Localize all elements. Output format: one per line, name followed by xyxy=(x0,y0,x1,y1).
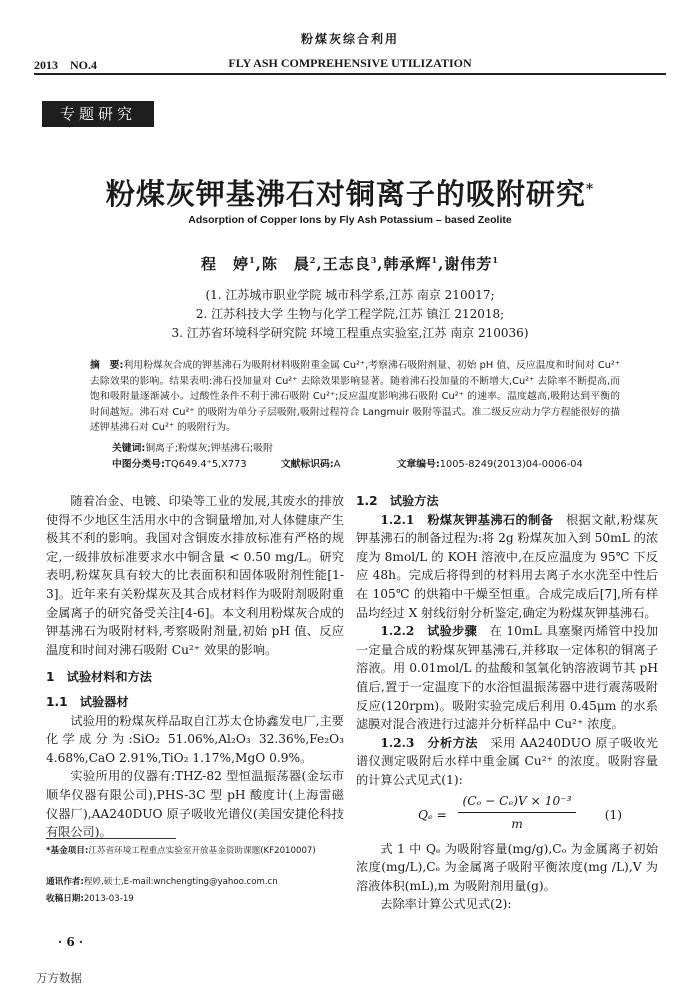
abstract-label: 摘 要: xyxy=(90,360,124,371)
formula-explanation: 式 1 中 Qₑ 为吸附容量(mg/g),Cₒ 为金属离子初始浓度(mg/L),Cₑ 为金属离子吸附平衡浓度(mg /L),V 为溶液体积(mL),m 为吸附剂用量(g)。 xyxy=(356,841,658,893)
fund-text: 江苏省环境工程重点实验室开放基金资助课题(KF2010007) xyxy=(88,846,316,856)
issue-number: 2013 NO.4 xyxy=(34,58,98,72)
paper-title-en: Adsorption of Copper Ions by Fly Ash Potassium – based Zeolite xyxy=(188,214,512,226)
author-affil-mark: 1 xyxy=(249,255,256,265)
equation-fraction xyxy=(458,792,576,834)
steps-text: 在 10mL 具塞聚丙烯管中投加一定量合成的粉煤灰钾基沸石,并移取一定体积的铜离子溶液。用 0.01mol/L 的盐酸和氢氧化钠溶液调节其 pH 值后,置于一定温度下的水浴恒温振荡器中进行震荡吸附反应(120rpm)。吸附实验完成后利用 0.45μm 的水系滤膜对混合液进行过滤并分析样品中 Cu²⁺ 浓度。 xyxy=(356,624,659,732)
footnote-rule xyxy=(46,838,176,839)
equation-lhs: Qₑ = xyxy=(418,807,447,822)
clc-value: TQ649.4⁺5,X773 xyxy=(164,459,247,470)
paper-title xyxy=(0,172,700,213)
preparation-text: 根据文献,粉煤灰钾基沸石的制备过程为:将 2g 粉煤灰加入到 50mL 的浓度为 8mol/L 的 KOH 溶液中,在反应温度为 95℃ 下反应 48h。完成后将得到的材料用去离子水水洗至中性后在 105℃ 的烘箱中干燥至恒重。合成完成后[7],所有样品均经过 X 射线衍射分析鉴定,确定为粉煤灰钾基沸石。 xyxy=(356,512,659,620)
footnote-date xyxy=(46,893,346,906)
subsection-heading: 1.2 试验方法 xyxy=(356,494,439,508)
author-affil-mark: 3 xyxy=(370,255,378,265)
author-name: 韩承辉 xyxy=(383,255,432,273)
analysis-text: 采用 AA240DUO 原子吸收光谱仪测定吸附后水样中重金属 Cu²⁺ 的浓度。吸附容量的计算公式见式(1): xyxy=(356,735,658,787)
equation-number: (1) xyxy=(604,807,622,822)
equation-numerator: (Cₒ − Cₑ)V × 10⁻³ xyxy=(458,792,576,814)
preparation-paragraph xyxy=(356,511,658,623)
doc-code-value: A xyxy=(333,459,341,470)
article-no-value: 1005-8249(2013)04-0006-04 xyxy=(439,459,583,470)
fund-label: *基金项目: xyxy=(46,846,89,856)
journal-name-cn: 粉煤灰综合利用 xyxy=(300,32,399,46)
instruments-paragraph: 实验所用的仪器有:THZ-82 型恒温振荡器(金坛市顺华仪器有限公司),PHS-3C 型 pH 酸度计(上海雷磁仪器厂),AA240DUO 原子吸收光谱仪(美国安捷伦科技有限公司)。 xyxy=(46,769,344,840)
removal-rate-intro: 去除率计算公式见式(2): xyxy=(380,897,512,912)
subsection-heading: 1.1 试验器材 xyxy=(46,694,129,709)
section-heading: 1 试验材料和方法 xyxy=(46,670,152,685)
analysis-paragraph xyxy=(356,734,658,790)
affiliation-line: (1. 江苏城市职业学院 城市科学系,江苏 南京 210017; xyxy=(205,288,495,302)
keywords xyxy=(112,440,273,454)
subsubsection-heading: 1.2.3 分析方法 xyxy=(380,735,478,750)
author-affil-mark: 2 xyxy=(309,255,317,265)
equation-denominator: m xyxy=(511,817,523,832)
title-footnote-mark: * xyxy=(585,181,595,198)
author-affil-mark: 1 xyxy=(492,255,499,265)
author-label: 通讯作者: xyxy=(46,877,84,887)
footnote-fund xyxy=(46,845,346,858)
date-label: 收稿日期: xyxy=(46,894,84,904)
author-affil-mark: 1 xyxy=(431,255,439,265)
body-right-column xyxy=(356,492,658,914)
subsubsection-heading: 1.2.2 试验步骤 xyxy=(380,624,478,639)
header-rule xyxy=(34,73,666,75)
steps-paragraph xyxy=(356,622,658,734)
footnote-author xyxy=(46,876,346,889)
journal-name-en: FLY ASH COMPREHENSIVE UTILIZATION xyxy=(228,56,472,70)
subsubsection-heading: 1.2.1 粉煤灰钾基沸石的制备 xyxy=(380,512,554,527)
section-tag: 专题研究 xyxy=(42,101,154,127)
author-name: 程 婷 xyxy=(201,255,250,273)
date-text: 2013-03-19 xyxy=(83,894,134,904)
author-text: 程婷,硕士,E-mail:wnchengting@yahoo.com.cn xyxy=(83,877,278,887)
materials-paragraph: 试验用的粉煤灰样品取自江苏太仓协鑫发电厂,主要化学成分为:SiO₂ 51.06%,Al₂O₃ 32.36%,Fe₂O₃ 4.68%,CaO 2.91%,TiO₂ 1.17%,MgO 0.9%。 xyxy=(46,713,344,765)
author-name: 陈 晨 xyxy=(261,255,310,273)
equation-1 xyxy=(356,792,658,836)
intro-paragraph: 随着冶金、电镀、印染等工业的发展,其废水的排放使得不少地区生活用水中的含铜量增加,对人体健康产生极其不利的影响。我国对含铜废水排放标准有严格的规定,一级排放标准要求水中铜含量 < 0.50 mg/L。研究表明,粉煤灰具有较大的比表面积和固体吸附剂性能[1-3]。近年来有关粉煤灰及其合成材料作为吸附剂吸附重金属离子的研究备受关注[4-6]。本文利用粉煤灰合成的钾基沸石为吸附材料,考察吸附剂量,初始 pH 值、反应温度和时间对沸石吸附 Cu²⁺ 效果的影响。 xyxy=(46,494,344,657)
article-no-label: 文章编号: xyxy=(396,459,440,470)
paper-title-text: 粉煤灰钾基沸石对铜离子的吸附研究 xyxy=(105,177,586,211)
affiliation-line: 3. 江苏省环境科学研究院 环境工程重点实验室,江苏 南京 210036) xyxy=(171,326,529,340)
author-name: 王志良 xyxy=(322,255,371,273)
affiliation-line: 2. 江苏科技大学 生物与化学工程学院,江苏 镇江 212018; xyxy=(195,307,505,321)
author-name: 谢伟芳 xyxy=(444,255,493,273)
keywords-label: 关键词: xyxy=(112,443,146,454)
watermark: 万方数据 xyxy=(36,971,82,985)
abstract xyxy=(90,358,620,436)
clc-label: 中图分类号: xyxy=(112,459,165,470)
classification-line xyxy=(112,456,583,470)
doc-code-label: 文献标识码: xyxy=(280,459,334,470)
keywords-text: 铜离子;粉煤灰;钾基沸石;吸附 xyxy=(145,443,273,454)
page-number: · 6 · xyxy=(58,935,84,949)
body-left-column xyxy=(46,492,344,842)
abstract-text: 利用粉煤灰合成的钾基沸石为吸附材料吸附重金属 Cu²⁺,考察沸石吸附剂量、初始 pH 值、反应温度和时间对 Cu²⁺ 去除效果的影响。结果表明:沸石投加量对 Cu²⁺ 去除效果影响显著。随着沸石投加量的不断增大,Cu²⁺ 去除率不断提高,而饱和吸附量逐渐减小。过酸性条件不利于沸石吸附 Cu²⁺;反应温度影响沸石吸附 Cu²⁺ 的速率。温度越高,吸附达到平衡的时间越短。沸石对 Cu²⁺ 的吸附为单分子层吸附,吸附过程符合 Langmuir 吸附等温式。准二级反应动力学方程能很好的描述钾基沸石对 Cu²⁺ 的吸附行为。 xyxy=(90,360,621,434)
author-list: 程 婷$^1$,陈 晨$^2$,王志良$^3$,韩承辉$^1$,谢伟芳$^1$ xyxy=(201,255,499,273)
